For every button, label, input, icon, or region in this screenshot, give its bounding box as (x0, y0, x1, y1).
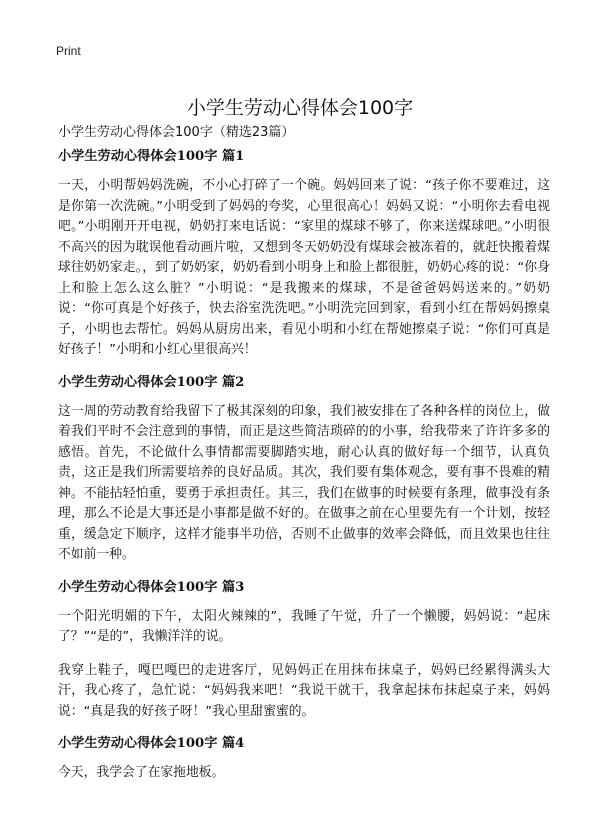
section-paragraph: 我穿上鞋子，嘎巴嘎巴的走进客厅，见妈妈正在用抹布抹桌子，妈妈已经累得满头大汗，我心疼了，急忙说：“妈妈我来吧！”我说干就干，我拿起抹布抹起桌子来，妈妈说：“真是我的好孩子呀！”我心里甜蜜蜜的。 (58, 662, 550, 719)
section-heading: 小学生劳动心得体会100字 篇1 (58, 149, 245, 164)
section-paragraph: 这一周的劳动教育给我留下了极其深刻的印象，我们被安排在了各种各样的岗位上，做着我们平时不会注意到的事情，而正是这些简洁琐碎的的小事，给我带来了许许多多的感悟。首先，不论做什么事情都需要脚踏实地，耐心认真的做好每一个细节，认真负责，这正是我们所需要培养的良好品质。其次，我们要有集体观念，要有事不畏难的精神。不能拈轻怕重，要勇于承担责任。其三，我们在做事的时候要有条理，做事没有条理，那么不论是大事还是小事都是做不好的。在做事之前在心里要先有一个计划，按轻重，缓急定下顺序，这样才能事半功倍，否则不止做事的效率会降低，而且效果也往往不如前一种。 (58, 403, 550, 562)
article-body (58, 148, 550, 797)
page-title: 小学生劳动心得体会100字 (186, 96, 414, 119)
section-paragraph: 一天，小明帮妈妈洗碗，不小心打碎了一个碗。妈妈回来了说：“孩子你不要难过，这是你第一次洗碗。”小明受到了妈妈的夸奖，心里很高心！妈妈又说：“小明你去看电视吧。”小明刚开开电视，奶奶打来电话说：“家里的煤球不够了，你来送煤球吧。”小明很不高兴的因为耽误他看动画片啦，又想到冬天奶奶没有煤球会被冻着的，就赶快搬着煤球往奶奶家走。，到了奶奶家，奶奶看到小明身上和脸上都很脏，奶奶心疼的说：“你身上和脸上怎么这么脏？”小明说：“是我搬来的煤球，不是爸爸妈妈送来的。”奶奶说：“你可真是个好孩子，快去浴室洗洗吧。”小明洗完回到家，看到小红在帮妈妈擦桌子，小明也去帮忙。妈妈从厨房出来，看见小明和小红在帮她擦桌子说：“你们可真是好孩子！”小明和小红心里很高兴！ (58, 178, 550, 357)
article-section (58, 374, 550, 566)
section-heading: 小学生劳动心得体会100字 篇4 (58, 736, 245, 751)
article-section (58, 735, 550, 784)
print-link[interactable]: Print (56, 44, 81, 58)
document-subtitle: 小学生劳动心得体会100字（精选23篇） (58, 125, 295, 140)
section-heading: 小学生劳动心得体会100字 篇3 (58, 579, 245, 595)
section-paragraph: 一个阳光明媚的下午，太阳火辣辣的”，我睡了午觉，升了一个懒腰，妈妈说：“起床了？”“是的”，我懒洋洋的说。 (58, 608, 550, 644)
section-paragraph: 今天，我学会了在家拖地板。 (58, 765, 225, 780)
article-section (58, 579, 550, 723)
section-heading: 小学生劳动心得体会100字 篇2 (58, 374, 245, 390)
article-section (58, 148, 550, 361)
